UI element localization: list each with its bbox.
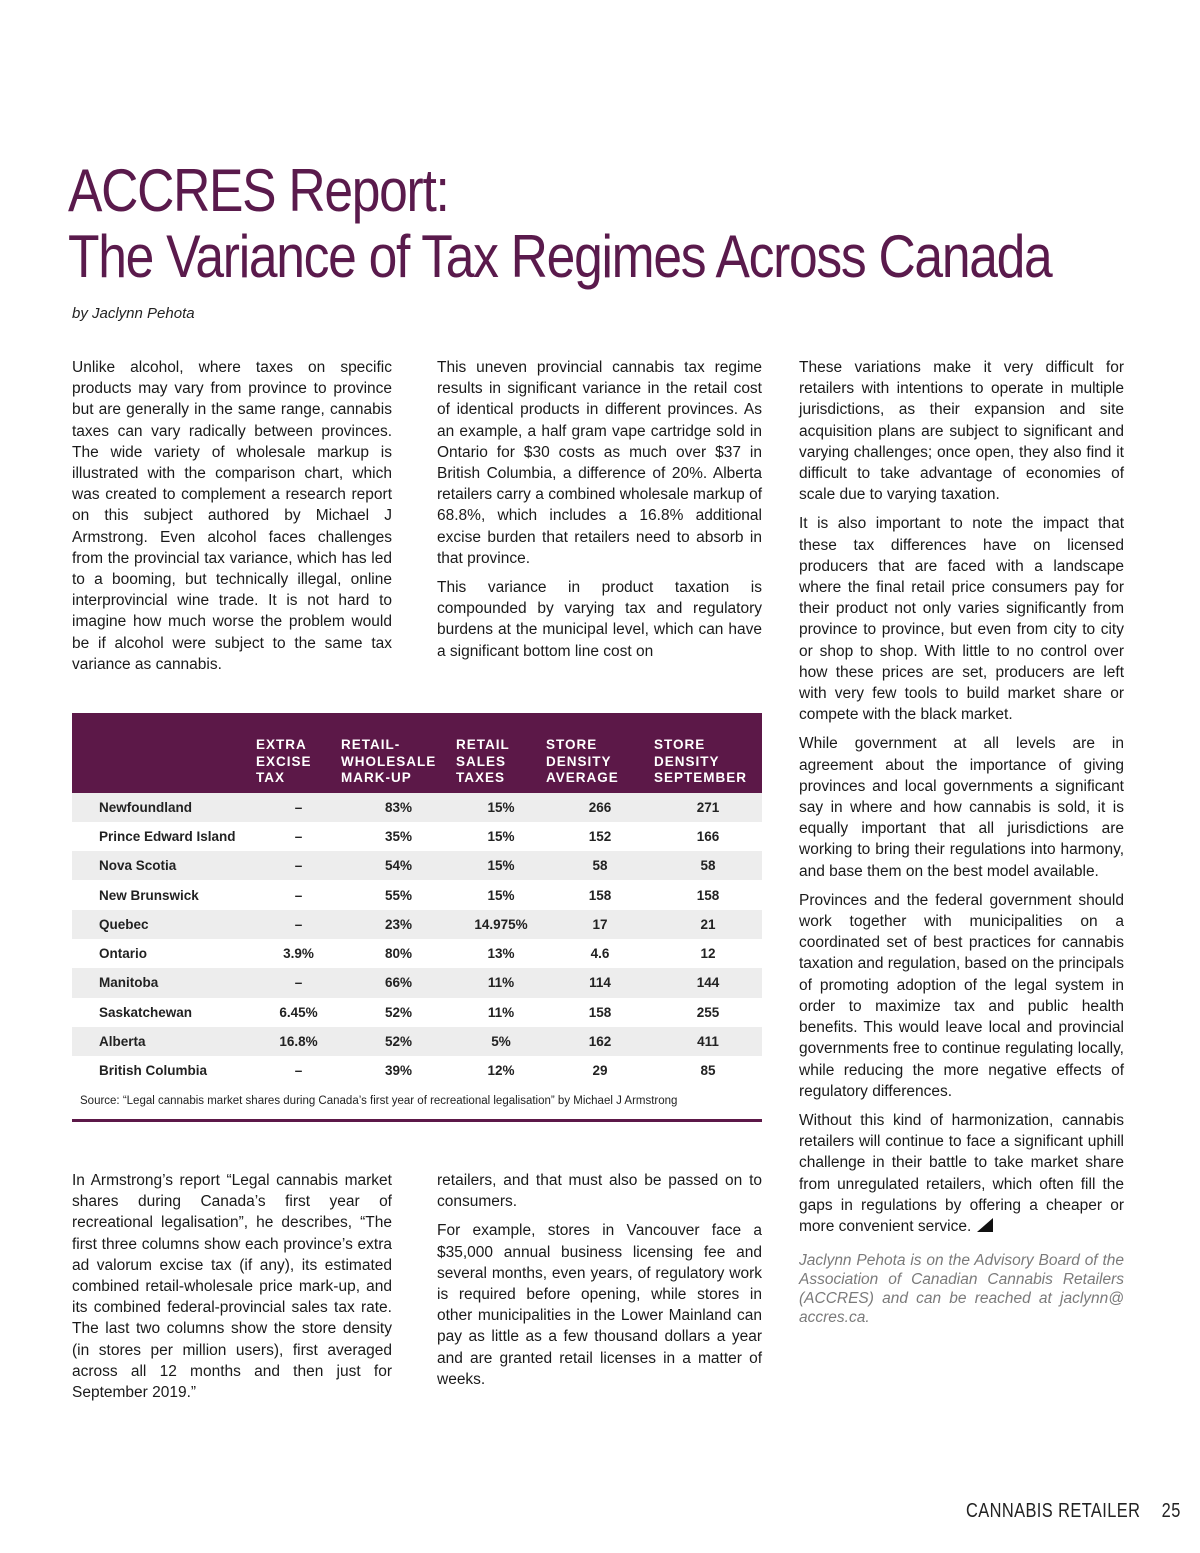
province-cell: Manitoba xyxy=(72,968,256,997)
table-cell: 5% xyxy=(456,1027,546,1056)
body-column-1 xyxy=(72,357,392,683)
province-cell: British Columbia xyxy=(99,1063,208,1079)
article-title xyxy=(68,158,1051,290)
province-cell: Alberta xyxy=(72,1027,256,1056)
table-cell: 23% xyxy=(341,910,456,939)
table-cell: 80% xyxy=(384,946,413,962)
table-cell: 255 xyxy=(696,1004,720,1020)
table-header-blank xyxy=(72,713,256,793)
table-header-markup: RETAIL- WHOLESALE MARK-UP xyxy=(341,737,437,785)
table-cell: 266 xyxy=(546,793,654,822)
tax-comparison-table xyxy=(72,713,762,1122)
table-cell: 158 xyxy=(588,1004,612,1020)
table-cell: 11% xyxy=(456,968,546,997)
province-cell: Quebec xyxy=(72,910,256,939)
paragraph: For example, stores in Vancouver face a $35,000 annual business licensing fee and several months, even years, of regulatory work is required before opening, while stores in other municipalities in the Lower Mainland can pay as little as a few thousand dollars a year and are granted retail licenses in a matter of weeks. xyxy=(437,1222,762,1388)
table-cell: 15% xyxy=(487,828,515,844)
table-cell: 3.9% xyxy=(283,946,314,962)
paragraph: In Armstrong’s report “Legal cannabis market shares during Canada’s first year of recreational legalisation”, he describes, “The first three columns show each province’s extra ad valorum excise tax (if any), its estimated combined retail-wholesale price mark-up, and its combined federal-provincial sales tax rate. The last two columns show the store density (in stores per million users), first averaged across all 12 months and then just for September 2019.” xyxy=(72,1172,392,1402)
table-cell: – xyxy=(294,887,303,903)
table-row xyxy=(72,968,762,997)
title-line-1: ACCRES Report: xyxy=(68,157,449,224)
table-cell: 16.8% xyxy=(256,1027,341,1056)
author-bio: Jaclynn Pehota is on the Advisory Board of the Association of Canadian Cannabis Retailers (ACCRES) and can be reached at jaclynn@ accres.ca. xyxy=(799,1252,1124,1327)
closing-paragraph xyxy=(799,1110,1124,1237)
byline: by Jaclynn Pehota xyxy=(72,305,195,322)
page-number: 25 xyxy=(1161,1500,1181,1522)
body-column-4 xyxy=(72,1170,392,1411)
table-row xyxy=(72,880,762,909)
table-cell: 54% xyxy=(341,851,456,880)
table-cell: 411 xyxy=(654,1027,762,1056)
table-row xyxy=(72,851,762,880)
table-cell: 11% xyxy=(487,1004,515,1020)
table-cell: 12 xyxy=(700,946,716,962)
table-cell: – xyxy=(256,910,341,939)
table-header-density-avg: STORE DENSITY AVERAGE xyxy=(546,737,619,785)
table-cell: 35% xyxy=(384,828,413,844)
table-row xyxy=(72,1056,762,1085)
table-cell: 271 xyxy=(654,793,762,822)
paragraph: It is also important to note the impact that these tax differences have on licensed producers that are faced with a landscape where the final retail price consumers pay for their product not only varies significantly from province to province, but even from city to city or shop to shop. With little to no control over how these prices are set, producers are left with very few tools to build market share or compete with the black market. xyxy=(799,515,1124,724)
table-cell: 15% xyxy=(456,851,546,880)
province-cell: Saskatchewan xyxy=(99,1004,193,1020)
paragraph: These variations make it very difficult for retailers with intentions to operate in multiple jurisdictions, as their expansion and site acquisition plans are subject to significant and varying challenges; once open, they also find it difficult to take advantage of economies of scale due to varying taxation. xyxy=(799,359,1124,504)
table-cell: 55% xyxy=(384,887,413,903)
table-row xyxy=(72,910,762,939)
paragraph: This variance in product taxation is compounded by varying tax and regulatory burdens at the municipal level, which can have a significant bottom line cost on xyxy=(437,579,762,660)
table-cell: 12% xyxy=(487,1063,515,1079)
table-cell: 52% xyxy=(384,1004,413,1020)
table-header-sales-tax: RETAIL SALES TAXES xyxy=(456,737,510,785)
province-cell: New Brunswick xyxy=(99,887,199,903)
table-row xyxy=(72,822,762,851)
table-cell: 152 xyxy=(588,828,612,844)
table-row xyxy=(72,998,762,1027)
province-cell: Prince Edward Island xyxy=(99,828,236,844)
table-cell: 166 xyxy=(696,828,720,844)
province-cell: Nova Scotia xyxy=(72,851,256,880)
title-line-2: The Variance of Tax Regimes Across Canada xyxy=(68,223,1052,290)
table-row xyxy=(72,1027,762,1056)
table-cell: 21 xyxy=(654,910,762,939)
table-cell: – xyxy=(294,828,303,844)
table-cell: 58 xyxy=(654,851,762,880)
table-cell: 58 xyxy=(546,851,654,880)
paragraph: While government at all levels are in agreement about the importance of giving provinces and local governments a significant say in where and how cannabis is sold, it is equally important that all jurisdictions are working to bring their regulations into harmony, and base them on the best model available. xyxy=(799,735,1124,880)
paragraph: Unlike alcohol, where taxes on specific products may vary from province to province but are generally in the same range, cannabis taxes can vary radically between provinces. The wide variety of wholesale markup is illustrated with the comparison chart, which was created to complement a research report on this subject authored by Michael J Armstrong. Even alcohol faces challenges from the provincial tax variance, which has led to a booming, but technically illegal, online interprovincial wine trade. It is not hard to imagine how much worse the problem would be if alcohol were subject to the same tax variance as cannabis. xyxy=(72,359,392,673)
table-cell: – xyxy=(256,851,341,880)
table-header-row xyxy=(72,713,762,793)
table-cell: 15% xyxy=(487,887,515,903)
publication-name: CANNABIS RETAILER xyxy=(966,1500,1141,1522)
table-cell: 13% xyxy=(487,946,515,962)
end-mark-icon xyxy=(977,1218,993,1232)
table-cell: 66% xyxy=(341,968,456,997)
table-cell: 114 xyxy=(546,968,654,997)
table-cell: 52% xyxy=(341,1027,456,1056)
table-cell: 39% xyxy=(384,1063,413,1079)
table-cell: – xyxy=(294,1063,303,1079)
table-cell: 29 xyxy=(592,1063,608,1079)
body-column-5 xyxy=(437,1170,762,1398)
closing-text: Without this kind of harmonization, cannabis retailers will continue to face a significant uphill challenge in their battle to take market share from unregulated retailers, which often fill the gaps in regulations by offering a cheaper or more convenient service. xyxy=(799,1111,1124,1235)
body-column-3 xyxy=(799,357,1124,1335)
province-cell: Newfoundland xyxy=(72,793,256,822)
table-source: Source: “Legal cannabis market shares during Canada’s first year of recreational legalisation” by Michael J Armstrong xyxy=(72,1085,762,1122)
page-footer xyxy=(966,1500,1181,1523)
table-header-density-sep: STORE DENSITY SEPTEMBER xyxy=(654,737,748,785)
table-cell: 158 xyxy=(696,887,720,903)
table-cell: 85 xyxy=(700,1063,716,1079)
province-cell: Ontario xyxy=(99,946,148,962)
table-cell: 17 xyxy=(546,910,654,939)
table-cell: – xyxy=(256,968,341,997)
table-cell: 83% xyxy=(341,793,456,822)
table-cell: 4.6 xyxy=(590,946,610,962)
body-column-2 xyxy=(437,357,762,670)
paragraph: retailers, and that must also be passed on to consumers. xyxy=(437,1172,762,1211)
table-row xyxy=(72,939,762,968)
table-cell: – xyxy=(256,793,341,822)
table-cell: 162 xyxy=(546,1027,654,1056)
table-cell: 144 xyxy=(654,968,762,997)
table-cell: 14.975% xyxy=(456,910,546,939)
table-cell: 158 xyxy=(588,887,612,903)
paragraph: This uneven provincial cannabis tax regime results in significant variance in the retail cost of identical products in different provinces. As an example, a half gram vape cartridge sold in Ontario for $30 costs as much over $37 in British Columbia, a difference of 20%. Alberta retailers carry a combined wholesale markup of 68.8%, which includes a 16.8% additional excise burden that retailers need to absorb in that province. xyxy=(437,359,762,567)
table-cell: 6.45% xyxy=(279,1004,318,1020)
table-row xyxy=(72,793,762,822)
paragraph: Provinces and the federal government should work together with municipalities on a coordinated set of best practices for cannabis taxation and regulation, based on the principals of promoting adoption of the legal system in order to maximize tax and public health benefits. This would leave local and provincial governments free to continue regulating locally, while reducing the more negative effects of regulatory differences. xyxy=(799,891,1124,1100)
table-header-excise: EXTRA EXCISE TAX xyxy=(256,737,312,785)
table-cell: 15% xyxy=(456,793,546,822)
